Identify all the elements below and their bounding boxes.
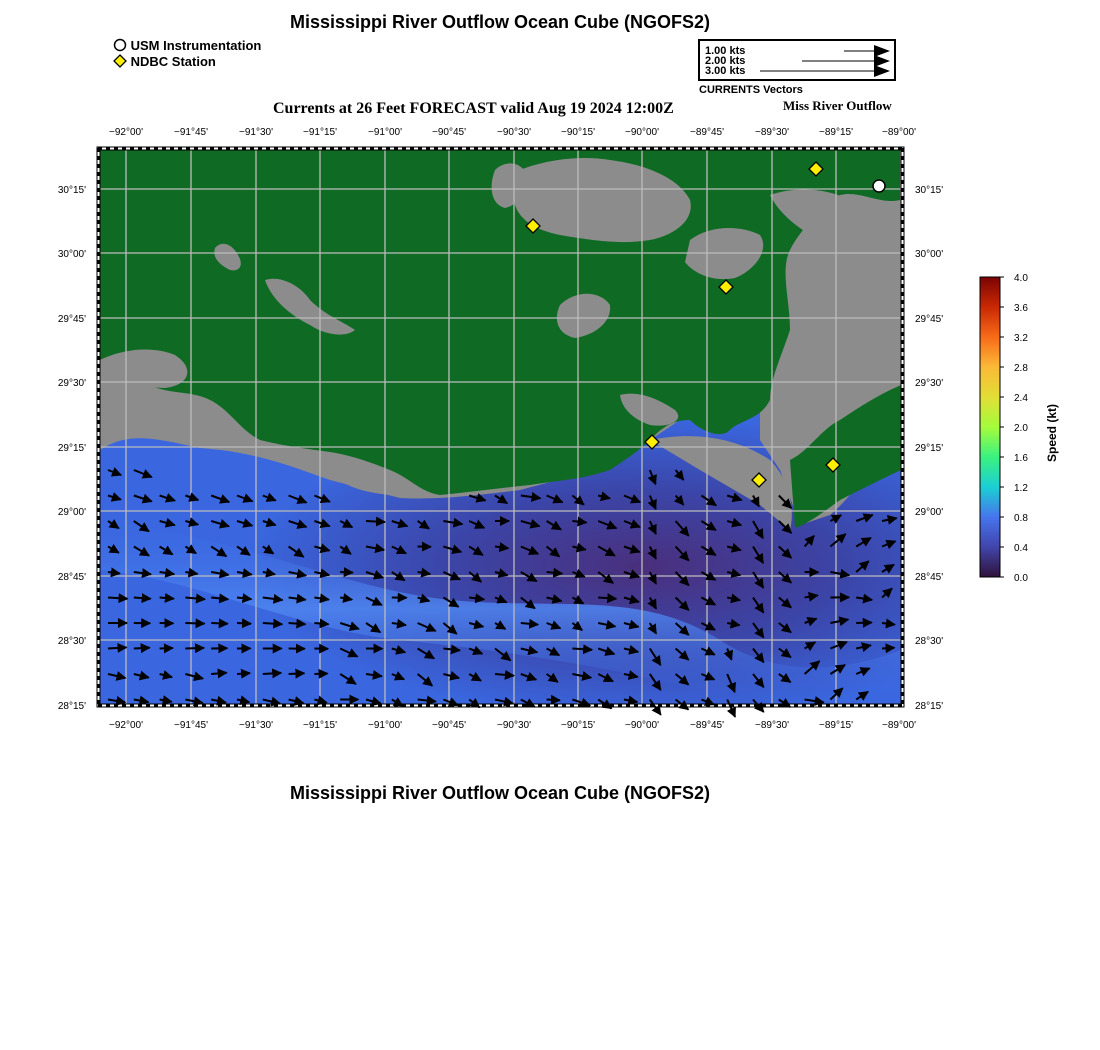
current-vector-arrow xyxy=(108,598,128,599)
colorbar-tick: 1.2 xyxy=(1014,483,1028,494)
usm-instrument-marker xyxy=(873,180,885,192)
second-map-title: Mississippi River Outflow Ocean Cube (NGOFS2) xyxy=(289,783,711,803)
current-vector-arrow xyxy=(211,673,227,674)
current-vector-arrow xyxy=(237,623,251,624)
colorbar-tick: 0.4 xyxy=(1014,543,1028,554)
current-vector-arrow xyxy=(547,700,560,701)
lon-tick-bottom: −90°15' xyxy=(561,720,595,731)
lat-tick-left: 29°00' xyxy=(57,507,86,518)
lon-tick-top: −89°45' xyxy=(690,127,724,138)
lon-tick-bottom: −90°45' xyxy=(432,720,466,731)
lon-tick-bottom: −92°00' xyxy=(109,720,143,731)
colorbar-tick: 3.2 xyxy=(1014,333,1028,344)
forecast-subtitle: Currents at 26 Feet FORECAST valid Aug 19 2024 12:00Z xyxy=(273,100,674,117)
vector-key-row-1: 1.00 kts xyxy=(705,45,746,57)
lat-tick-left: 29°30' xyxy=(57,378,86,389)
lon-tick-bottom: −91°30' xyxy=(239,720,273,731)
current-vector-arrow xyxy=(314,623,328,624)
lon-tick-top: −90°45' xyxy=(432,127,466,138)
current-vector-arrow xyxy=(289,673,305,674)
current-vector-arrow xyxy=(134,648,150,649)
lat-tick-right: 30°15' xyxy=(915,185,944,196)
current-vector-arrow xyxy=(185,623,204,624)
lat-tick-right: 29°30' xyxy=(915,378,944,389)
lat-tick-left: 28°15' xyxy=(57,701,86,712)
current-vector-arrow xyxy=(366,521,385,522)
lon-tick-bottom: −91°45' xyxy=(174,720,208,731)
current-vector-arrow xyxy=(340,572,353,573)
colorbar-tick: 0.0 xyxy=(1014,573,1028,584)
lat-tick-right: 29°15' xyxy=(915,443,944,454)
current-vector-arrow xyxy=(185,648,204,649)
lat-tick-left: 29°15' xyxy=(57,443,86,454)
lon-tick-bottom: −91°00' xyxy=(368,720,402,731)
lon-tick-top: −89°15' xyxy=(819,127,853,138)
lon-tick-top: −91°00' xyxy=(368,127,402,138)
lon-tick-top: −91°30' xyxy=(239,127,273,138)
vector-key-row-2: 2.00 kts xyxy=(705,55,746,67)
lon-tick-top: −91°15' xyxy=(303,127,337,138)
region-label: Miss River Outflow xyxy=(783,98,892,113)
lat-tick-right: 28°30' xyxy=(915,636,944,647)
lon-tick-bottom: −89°15' xyxy=(819,720,853,731)
lon-tick-bottom: −90°30' xyxy=(497,720,531,731)
colorbar-tick: 1.6 xyxy=(1014,453,1028,464)
lon-tick-top: −92°00' xyxy=(109,127,143,138)
current-vector-arrow xyxy=(289,623,306,624)
lon-tick-top: −90°30' xyxy=(497,127,531,138)
lat-tick-left: 30°00' xyxy=(57,249,86,260)
colorbar-tick: 3.6 xyxy=(1014,303,1028,314)
current-vector-arrow xyxy=(314,674,327,675)
current-vector-arrow xyxy=(160,598,174,599)
lon-tick-bottom: −90°00' xyxy=(625,720,659,731)
lat-tick-left: 30°15' xyxy=(57,185,86,196)
current-vector-arrow xyxy=(598,598,616,599)
lon-tick-top: −89°30' xyxy=(755,127,789,138)
lon-tick-top: −90°00' xyxy=(625,127,659,138)
colorbar-label: Speed (kt) xyxy=(1045,403,1059,462)
colorbar-tick: 2.4 xyxy=(1014,393,1028,404)
speed-colorbar xyxy=(960,265,1070,590)
lon-tick-bottom: −91°15' xyxy=(303,720,337,731)
current-vector-arrow xyxy=(856,623,872,624)
current-vector-arrow xyxy=(882,648,895,649)
lon-tick-bottom: −89°45' xyxy=(690,720,724,731)
colorbar-gradient xyxy=(980,277,1000,577)
colorbar-tick: 2.0 xyxy=(1014,423,1028,434)
legend-usm-label: USM Instrumentation xyxy=(130,38,262,53)
current-vector-arrow xyxy=(134,598,151,599)
current-vector-arrow xyxy=(263,673,281,674)
vector-key-caption: CURRENTS Vectors xyxy=(699,84,803,96)
lon-tick-bottom: −89°30' xyxy=(755,720,789,731)
colorbar-tick: 4.0 xyxy=(1014,273,1028,284)
lat-tick-left: 28°45' xyxy=(57,572,86,583)
lon-tick-top: −89°00' xyxy=(882,127,916,138)
lon-tick-top: −90°15' xyxy=(561,127,595,138)
lat-tick-right: 29°45' xyxy=(915,314,944,325)
lat-tick-right: 29°00' xyxy=(915,507,944,518)
lon-tick-top: −91°45' xyxy=(174,127,208,138)
current-vector-arrow xyxy=(572,649,592,650)
lat-tick-left: 29°45' xyxy=(57,314,86,325)
current-vector-arrow xyxy=(160,648,173,649)
current-vector-arrow xyxy=(263,623,282,624)
map-title: Mississippi River Outflow Ocean Cube (NGOFS2) xyxy=(289,12,711,32)
lat-tick-left: 28°30' xyxy=(57,636,86,647)
lat-tick-right: 28°45' xyxy=(915,572,944,583)
current-vector-arrow xyxy=(237,673,250,674)
legend-ndbc-label: NDBC Station xyxy=(130,54,216,69)
lat-tick-right: 28°15' xyxy=(915,701,944,712)
current-vector-arrow xyxy=(108,647,127,648)
colorbar-tick: 2.8 xyxy=(1014,363,1028,374)
colorbar-tick: 0.8 xyxy=(1014,513,1028,524)
current-vector-arrow xyxy=(211,623,228,624)
vector-key-row-3: 3.00 kts xyxy=(705,65,746,77)
lon-tick-bottom: −89°00' xyxy=(882,720,916,731)
lat-tick-right: 30°00' xyxy=(915,249,944,260)
